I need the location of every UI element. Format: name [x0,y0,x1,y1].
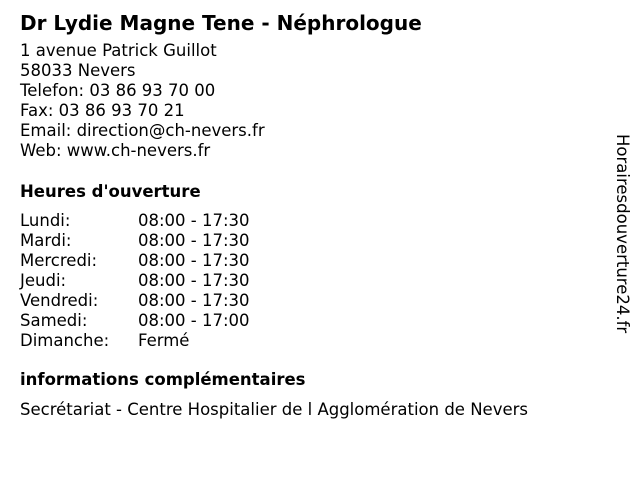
hours-time: 08:00 - 17:30 [138,231,250,250]
hours-row [20,251,600,271]
hours-day: Jeudi: [20,271,67,290]
hours-heading: Heures d'ouverture [20,182,201,201]
fax-line: Fax: 03 86 93 70 21 [20,101,185,120]
hours-day: Dimanche: [20,331,110,350]
web-line: Web: www.ch-nevers.fr [20,141,211,160]
hours-table [20,211,600,351]
hours-day: Vendredi: [20,291,99,310]
hours-day: Mercredi: [20,251,98,270]
email-line: Email: direction@ch-nevers.fr [20,121,265,140]
address-city: 58033 Nevers [20,61,136,80]
page-title: Dr Lydie Magne Tene - Néphrologue [20,11,422,35]
hours-row [20,211,600,231]
hours-row [20,271,600,291]
info-heading: informations complémentaires [20,370,306,389]
site-brand-vertical: Horairesdouverture24.fr [613,134,632,334]
hours-time: 08:00 - 17:30 [138,291,250,310]
hours-time: 08:00 - 17:30 [138,271,250,290]
hours-day: Lundi: [20,211,71,230]
hours-time: 08:00 - 17:00 [138,311,250,330]
hours-day: Samedi: [20,311,88,330]
phone-line: Telefon: 03 86 93 70 00 [20,81,216,100]
business-card [20,9,600,421]
hours-row [20,291,600,311]
hours-day: Mardi: [20,231,72,250]
hours-row [20,231,600,251]
hours-time: 08:00 - 17:30 [138,211,250,230]
info-text: Secrétariat - Centre Hospitalier de l Agglomération de Nevers [20,400,528,419]
contact-block [20,41,600,161]
address-street: 1 avenue Patrick Guillot [20,41,217,60]
hours-time: Fermé [138,331,190,350]
hours-time: 08:00 - 17:30 [138,251,250,270]
hours-row [20,311,600,331]
hours-row [20,331,600,351]
